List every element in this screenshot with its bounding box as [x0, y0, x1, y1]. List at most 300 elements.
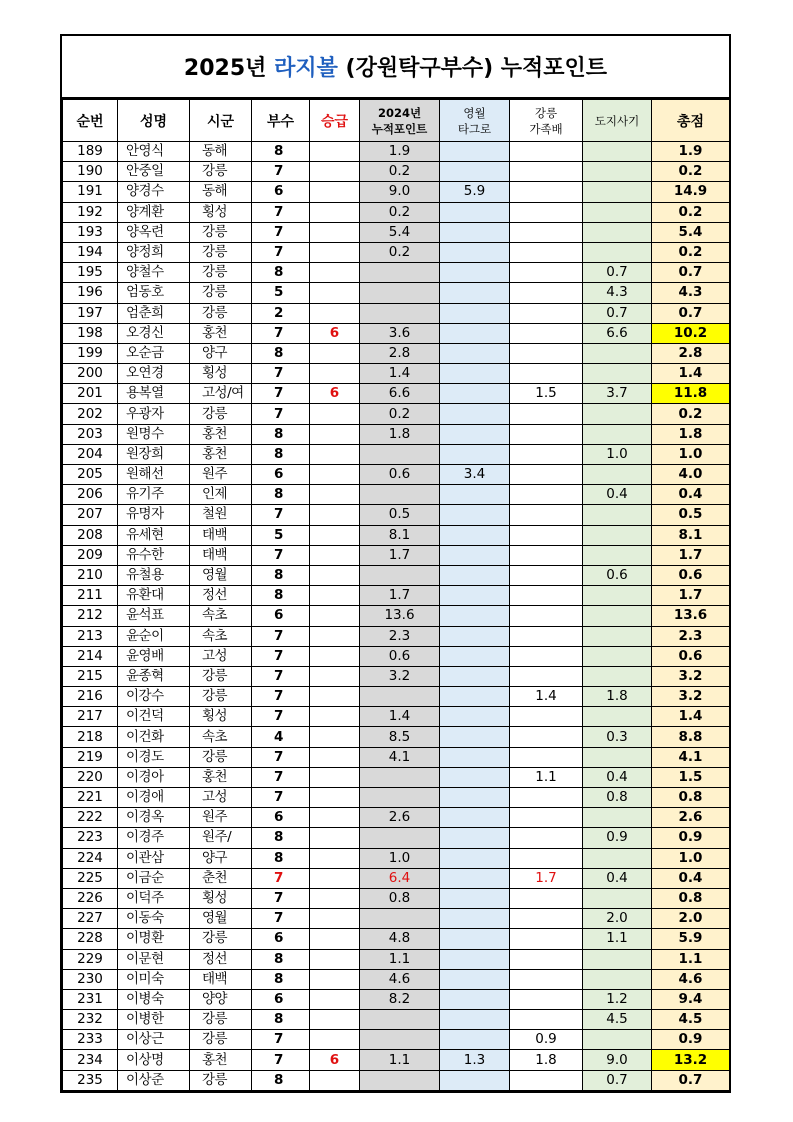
cell-gangneung — [510, 404, 583, 424]
cell-name: 윤영배 — [118, 646, 190, 666]
cell-gangneung: 1.1 — [510, 767, 583, 787]
cell-dojisagi — [583, 747, 652, 767]
cell-yeongwol — [440, 828, 510, 848]
cell-promotion — [310, 364, 360, 384]
cell-points-2024 — [360, 565, 440, 585]
cell-dojisagi — [583, 525, 652, 545]
cell-no: 201 — [63, 384, 118, 404]
cell-gangneung — [510, 525, 583, 545]
cell-promotion — [310, 505, 360, 525]
cell-division: 7 — [252, 222, 310, 242]
cell-city: 강릉 — [190, 666, 252, 686]
cell-division: 8 — [252, 848, 310, 868]
cell-total: 0.7 — [652, 263, 730, 283]
cell-promotion — [310, 909, 360, 929]
header-division: 부수 — [252, 100, 310, 142]
cell-dojisagi — [583, 222, 652, 242]
cell-points-2024 — [360, 1010, 440, 1030]
table-row — [63, 142, 730, 162]
cell-points-2024 — [360, 909, 440, 929]
cell-no: 199 — [63, 343, 118, 363]
cell-total: 1.0 — [652, 848, 730, 868]
cell-dojisagi — [583, 586, 652, 606]
cell-no: 192 — [63, 202, 118, 222]
cell-name: 유세현 — [118, 525, 190, 545]
cell-city: 태백 — [190, 969, 252, 989]
cell-name: 이상준 — [118, 1070, 190, 1090]
header-dojisagi: 도지사기 — [583, 100, 652, 142]
cell-city: 속초 — [190, 626, 252, 646]
cell-points-2024 — [360, 263, 440, 283]
cell-yeongwol — [440, 303, 510, 323]
cell-promotion — [310, 989, 360, 1009]
cell-promotion — [310, 707, 360, 727]
cell-city: 홍천 — [190, 444, 252, 464]
cell-gangneung — [510, 222, 583, 242]
header-total: 총점 — [652, 100, 730, 142]
cell-dojisagi — [583, 424, 652, 444]
table-row — [63, 242, 730, 262]
cell-division: 7 — [252, 646, 310, 666]
table-row — [63, 666, 730, 686]
cell-points-2024: 0.6 — [360, 465, 440, 485]
cell-no: 222 — [63, 808, 118, 828]
cell-dojisagi: 0.4 — [583, 485, 652, 505]
cell-yeongwol — [440, 242, 510, 262]
cell-name: 양정희 — [118, 242, 190, 262]
table-row — [63, 586, 730, 606]
cell-gangneung — [510, 848, 583, 868]
cell-no: 214 — [63, 646, 118, 666]
cell-no: 225 — [63, 868, 118, 888]
cell-name: 엄동호 — [118, 283, 190, 303]
cell-division: 7 — [252, 323, 310, 343]
cell-promotion — [310, 283, 360, 303]
cell-total: 0.4 — [652, 485, 730, 505]
table-row — [63, 969, 730, 989]
cell-total: 8.1 — [652, 525, 730, 545]
cell-points-2024: 9.0 — [360, 182, 440, 202]
cell-no: 235 — [63, 1070, 118, 1090]
cell-division: 6 — [252, 808, 310, 828]
table-row — [63, 626, 730, 646]
cell-points-2024: 1.7 — [360, 545, 440, 565]
cell-gangneung — [510, 364, 583, 384]
cell-gangneung — [510, 142, 583, 162]
cell-dojisagi: 4.5 — [583, 1010, 652, 1030]
table-row — [63, 1050, 730, 1070]
cell-city: 강릉 — [190, 283, 252, 303]
table-row — [63, 202, 730, 222]
cell-gangneung — [510, 828, 583, 848]
cell-city: 인제 — [190, 485, 252, 505]
cell-yeongwol — [440, 808, 510, 828]
cell-yeongwol — [440, 586, 510, 606]
cell-no: 196 — [63, 283, 118, 303]
cell-total: 1.0 — [652, 444, 730, 464]
cell-dojisagi: 2.0 — [583, 909, 652, 929]
cell-promotion — [310, 565, 360, 585]
cell-promotion — [310, 606, 360, 626]
cell-name: 이경애 — [118, 788, 190, 808]
table-row — [63, 465, 730, 485]
table-row — [63, 525, 730, 545]
cell-yeongwol — [440, 969, 510, 989]
cell-total: 0.2 — [652, 242, 730, 262]
cell-name: 오연경 — [118, 364, 190, 384]
cell-no: 215 — [63, 666, 118, 686]
cell-points-2024: 1.0 — [360, 848, 440, 868]
cell-total: 11.8 — [652, 384, 730, 404]
cell-division: 7 — [252, 1050, 310, 1070]
cell-points-2024: 1.4 — [360, 364, 440, 384]
cell-name: 양철수 — [118, 263, 190, 283]
header-yeongwol — [440, 100, 510, 142]
cell-no: 193 — [63, 222, 118, 242]
cell-gangneung — [510, 162, 583, 182]
cell-division: 5 — [252, 283, 310, 303]
cell-gangneung — [510, 202, 583, 222]
cell-points-2024: 8.5 — [360, 727, 440, 747]
cell-no: 224 — [63, 848, 118, 868]
cell-points-2024 — [360, 303, 440, 323]
cell-yeongwol — [440, 687, 510, 707]
cell-name: 이상명 — [118, 1050, 190, 1070]
table-row — [63, 687, 730, 707]
cell-yeongwol — [440, 1030, 510, 1050]
cell-yeongwol — [440, 444, 510, 464]
page-title — [62, 36, 729, 99]
cell-points-2024: 1.1 — [360, 1050, 440, 1070]
cell-city: 홍천 — [190, 767, 252, 787]
cell-division: 8 — [252, 343, 310, 363]
table-row — [63, 767, 730, 787]
cell-total: 10.2 — [652, 323, 730, 343]
cell-no: 210 — [63, 565, 118, 585]
cell-total: 2.6 — [652, 808, 730, 828]
cell-promotion — [310, 162, 360, 182]
cell-no: 206 — [63, 485, 118, 505]
table-row — [63, 182, 730, 202]
cell-name: 이명환 — [118, 929, 190, 949]
cell-points-2024: 6.4 — [360, 868, 440, 888]
cell-yeongwol — [440, 1070, 510, 1090]
cell-name: 윤석표 — [118, 606, 190, 626]
cell-points-2024 — [360, 1030, 440, 1050]
cell-promotion — [310, 222, 360, 242]
header-gangneung-line2: 가족배 — [529, 121, 563, 136]
cell-no: 232 — [63, 1010, 118, 1030]
cell-division: 8 — [252, 969, 310, 989]
cell-promotion — [310, 1030, 360, 1050]
cell-name: 원명수 — [118, 424, 190, 444]
cell-yeongwol — [440, 142, 510, 162]
cell-division: 8 — [252, 565, 310, 585]
cell-gangneung — [510, 1010, 583, 1030]
table-row — [63, 1030, 730, 1050]
table-row — [63, 989, 730, 1009]
cell-points-2024: 8.2 — [360, 989, 440, 1009]
cell-total: 2.0 — [652, 909, 730, 929]
cell-name: 윤순이 — [118, 626, 190, 646]
cell-no: 204 — [63, 444, 118, 464]
cell-no: 190 — [63, 162, 118, 182]
cell-dojisagi: 3.7 — [583, 384, 652, 404]
cell-dojisagi: 0.8 — [583, 788, 652, 808]
table-row — [63, 545, 730, 565]
cell-division: 7 — [252, 767, 310, 787]
cell-city: 동해 — [190, 182, 252, 202]
cell-gangneung — [510, 343, 583, 363]
cell-promotion — [310, 666, 360, 686]
cell-dojisagi: 0.4 — [583, 767, 652, 787]
cell-total: 0.6 — [652, 565, 730, 585]
cell-division: 7 — [252, 868, 310, 888]
cell-city: 홍천 — [190, 424, 252, 444]
cell-division: 4 — [252, 727, 310, 747]
cell-total: 13.6 — [652, 606, 730, 626]
cell-promotion — [310, 545, 360, 565]
cell-city: 춘천 — [190, 868, 252, 888]
cell-dojisagi — [583, 646, 652, 666]
cell-city: 강릉 — [190, 929, 252, 949]
cell-promotion — [310, 808, 360, 828]
cell-division: 7 — [252, 707, 310, 727]
cell-promotion: 6 — [310, 384, 360, 404]
cell-total: 4.3 — [652, 283, 730, 303]
cell-yeongwol — [440, 404, 510, 424]
table-row — [63, 222, 730, 242]
cell-dojisagi: 0.7 — [583, 303, 652, 323]
table-row — [63, 1010, 730, 1030]
cell-promotion — [310, 444, 360, 464]
cell-yeongwol: 1.3 — [440, 1050, 510, 1070]
cell-name: 이미숙 — [118, 969, 190, 989]
cell-dojisagi: 1.1 — [583, 929, 652, 949]
cell-gangneung — [510, 747, 583, 767]
cell-name: 이병숙 — [118, 989, 190, 1009]
cell-promotion — [310, 626, 360, 646]
cell-dojisagi: 0.3 — [583, 727, 652, 747]
cell-dojisagi: 9.0 — [583, 1050, 652, 1070]
cell-total: 1.7 — [652, 586, 730, 606]
cell-name: 원해선 — [118, 465, 190, 485]
cell-total: 5.9 — [652, 929, 730, 949]
cell-total: 9.4 — [652, 989, 730, 1009]
cell-total: 3.2 — [652, 666, 730, 686]
cell-dojisagi — [583, 969, 652, 989]
cell-gangneung — [510, 545, 583, 565]
cell-city: 속초 — [190, 727, 252, 747]
cell-promotion — [310, 727, 360, 747]
table-row — [63, 303, 730, 323]
table-row — [63, 364, 730, 384]
header-yeongwol-line2: 타그로 — [457, 121, 492, 136]
cell-name: 이경아 — [118, 767, 190, 787]
cell-dojisagi — [583, 364, 652, 384]
cell-promotion: 6 — [310, 323, 360, 343]
cell-name: 양계환 — [118, 202, 190, 222]
cell-city: 강릉 — [190, 263, 252, 283]
cell-dojisagi — [583, 707, 652, 727]
cell-city: 태백 — [190, 545, 252, 565]
cell-dojisagi: 0.7 — [583, 1070, 652, 1090]
cell-no: 195 — [63, 263, 118, 283]
cell-total: 2.3 — [652, 626, 730, 646]
cell-dojisagi — [583, 505, 652, 525]
table-row — [63, 263, 730, 283]
cell-city: 고성 — [190, 646, 252, 666]
cell-points-2024: 4.1 — [360, 747, 440, 767]
cell-division: 7 — [252, 909, 310, 929]
cell-yeongwol — [440, 323, 510, 343]
cell-name: 이동숙 — [118, 909, 190, 929]
cell-division: 7 — [252, 505, 310, 525]
cell-name: 유명자 — [118, 505, 190, 525]
cell-dojisagi — [583, 182, 652, 202]
cell-no: 207 — [63, 505, 118, 525]
cell-points-2024: 0.2 — [360, 404, 440, 424]
cell-division: 7 — [252, 202, 310, 222]
cell-city: 철원 — [190, 505, 252, 525]
cell-yeongwol — [440, 848, 510, 868]
cell-points-2024: 2.6 — [360, 808, 440, 828]
cell-dojisagi — [583, 888, 652, 908]
cell-city: 횡성 — [190, 707, 252, 727]
cell-total: 14.9 — [652, 182, 730, 202]
cell-city: 횡성 — [190, 202, 252, 222]
cell-yeongwol — [440, 162, 510, 182]
cell-name: 이병한 — [118, 1010, 190, 1030]
cell-division: 8 — [252, 828, 310, 848]
cell-points-2024: 0.2 — [360, 242, 440, 262]
header-points-2024 — [360, 100, 440, 142]
table-row — [63, 868, 730, 888]
cell-points-2024 — [360, 485, 440, 505]
cell-total: 1.7 — [652, 545, 730, 565]
cell-division: 8 — [252, 586, 310, 606]
cell-points-2024: 0.2 — [360, 202, 440, 222]
cell-yeongwol — [440, 868, 510, 888]
cell-dojisagi — [583, 242, 652, 262]
cell-division: 8 — [252, 1010, 310, 1030]
cell-yeongwol — [440, 909, 510, 929]
cell-yeongwol — [440, 888, 510, 908]
table-row — [63, 404, 730, 424]
cell-promotion — [310, 1070, 360, 1090]
cell-total: 0.8 — [652, 788, 730, 808]
cell-total: 0.7 — [652, 1070, 730, 1090]
cell-gangneung — [510, 565, 583, 585]
cell-division: 7 — [252, 384, 310, 404]
cell-total: 1.5 — [652, 767, 730, 787]
cell-promotion — [310, 525, 360, 545]
cell-yeongwol — [440, 505, 510, 525]
cell-points-2024: 8.1 — [360, 525, 440, 545]
cell-no: 218 — [63, 727, 118, 747]
cell-no: 198 — [63, 323, 118, 343]
cell-city: 홍천 — [190, 1050, 252, 1070]
cell-name: 오경신 — [118, 323, 190, 343]
cell-yeongwol — [440, 545, 510, 565]
cell-gangneung — [510, 626, 583, 646]
header-gangneung-line1: 강릉 — [534, 105, 558, 120]
cell-points-2024 — [360, 687, 440, 707]
header-no: 순번 — [63, 100, 118, 142]
table-row — [63, 283, 730, 303]
table-row — [63, 788, 730, 808]
cell-no: 221 — [63, 788, 118, 808]
cell-division: 2 — [252, 303, 310, 323]
cell-total: 8.8 — [652, 727, 730, 747]
cell-name: 유환대 — [118, 586, 190, 606]
cell-gangneung — [510, 949, 583, 969]
cell-promotion — [310, 424, 360, 444]
header-row — [63, 100, 730, 142]
cell-yeongwol — [440, 989, 510, 1009]
cell-points-2024: 4.6 — [360, 969, 440, 989]
cell-promotion — [310, 202, 360, 222]
cell-points-2024: 0.6 — [360, 646, 440, 666]
cell-yeongwol — [440, 606, 510, 626]
cell-yeongwol — [440, 767, 510, 787]
table-row — [63, 323, 730, 343]
cell-division: 7 — [252, 1030, 310, 1050]
cell-name: 이관삼 — [118, 848, 190, 868]
cell-no: 205 — [63, 465, 118, 485]
cell-total: 13.2 — [652, 1050, 730, 1070]
cell-promotion — [310, 485, 360, 505]
cell-name: 이강수 — [118, 687, 190, 707]
table-row — [63, 1070, 730, 1090]
cell-city: 원주 — [190, 465, 252, 485]
cell-yeongwol — [440, 646, 510, 666]
table-row — [63, 485, 730, 505]
cell-yeongwol — [440, 364, 510, 384]
cell-points-2024: 5.4 — [360, 222, 440, 242]
cell-gangneung — [510, 424, 583, 444]
cell-name: 안영식 — [118, 142, 190, 162]
cell-promotion — [310, 343, 360, 363]
cell-dojisagi — [583, 626, 652, 646]
cell-dojisagi: 4.3 — [583, 283, 652, 303]
table-row — [63, 949, 730, 969]
cell-points-2024: 4.8 — [360, 929, 440, 949]
cell-name: 이건화 — [118, 727, 190, 747]
cell-promotion — [310, 586, 360, 606]
cell-gangneung — [510, 263, 583, 283]
cell-total: 1.1 — [652, 949, 730, 969]
cell-city: 정선 — [190, 586, 252, 606]
cell-division: 6 — [252, 606, 310, 626]
cell-dojisagi: 0.7 — [583, 263, 652, 283]
table-row — [63, 424, 730, 444]
table-body — [63, 142, 730, 1091]
cell-city: 강릉 — [190, 1030, 252, 1050]
header-points-2024-line1: 2024년 — [377, 105, 422, 120]
cell-points-2024: 0.8 — [360, 888, 440, 908]
cell-name: 이금순 — [118, 868, 190, 888]
cell-no: 194 — [63, 242, 118, 262]
cell-promotion — [310, 263, 360, 283]
cell-total: 4.5 — [652, 1010, 730, 1030]
cell-points-2024 — [360, 1070, 440, 1090]
cell-dojisagi — [583, 545, 652, 565]
cell-city: 양양 — [190, 989, 252, 1009]
cell-dojisagi: 1.2 — [583, 989, 652, 1009]
cell-city: 고성 — [190, 788, 252, 808]
cell-total: 1.8 — [652, 424, 730, 444]
